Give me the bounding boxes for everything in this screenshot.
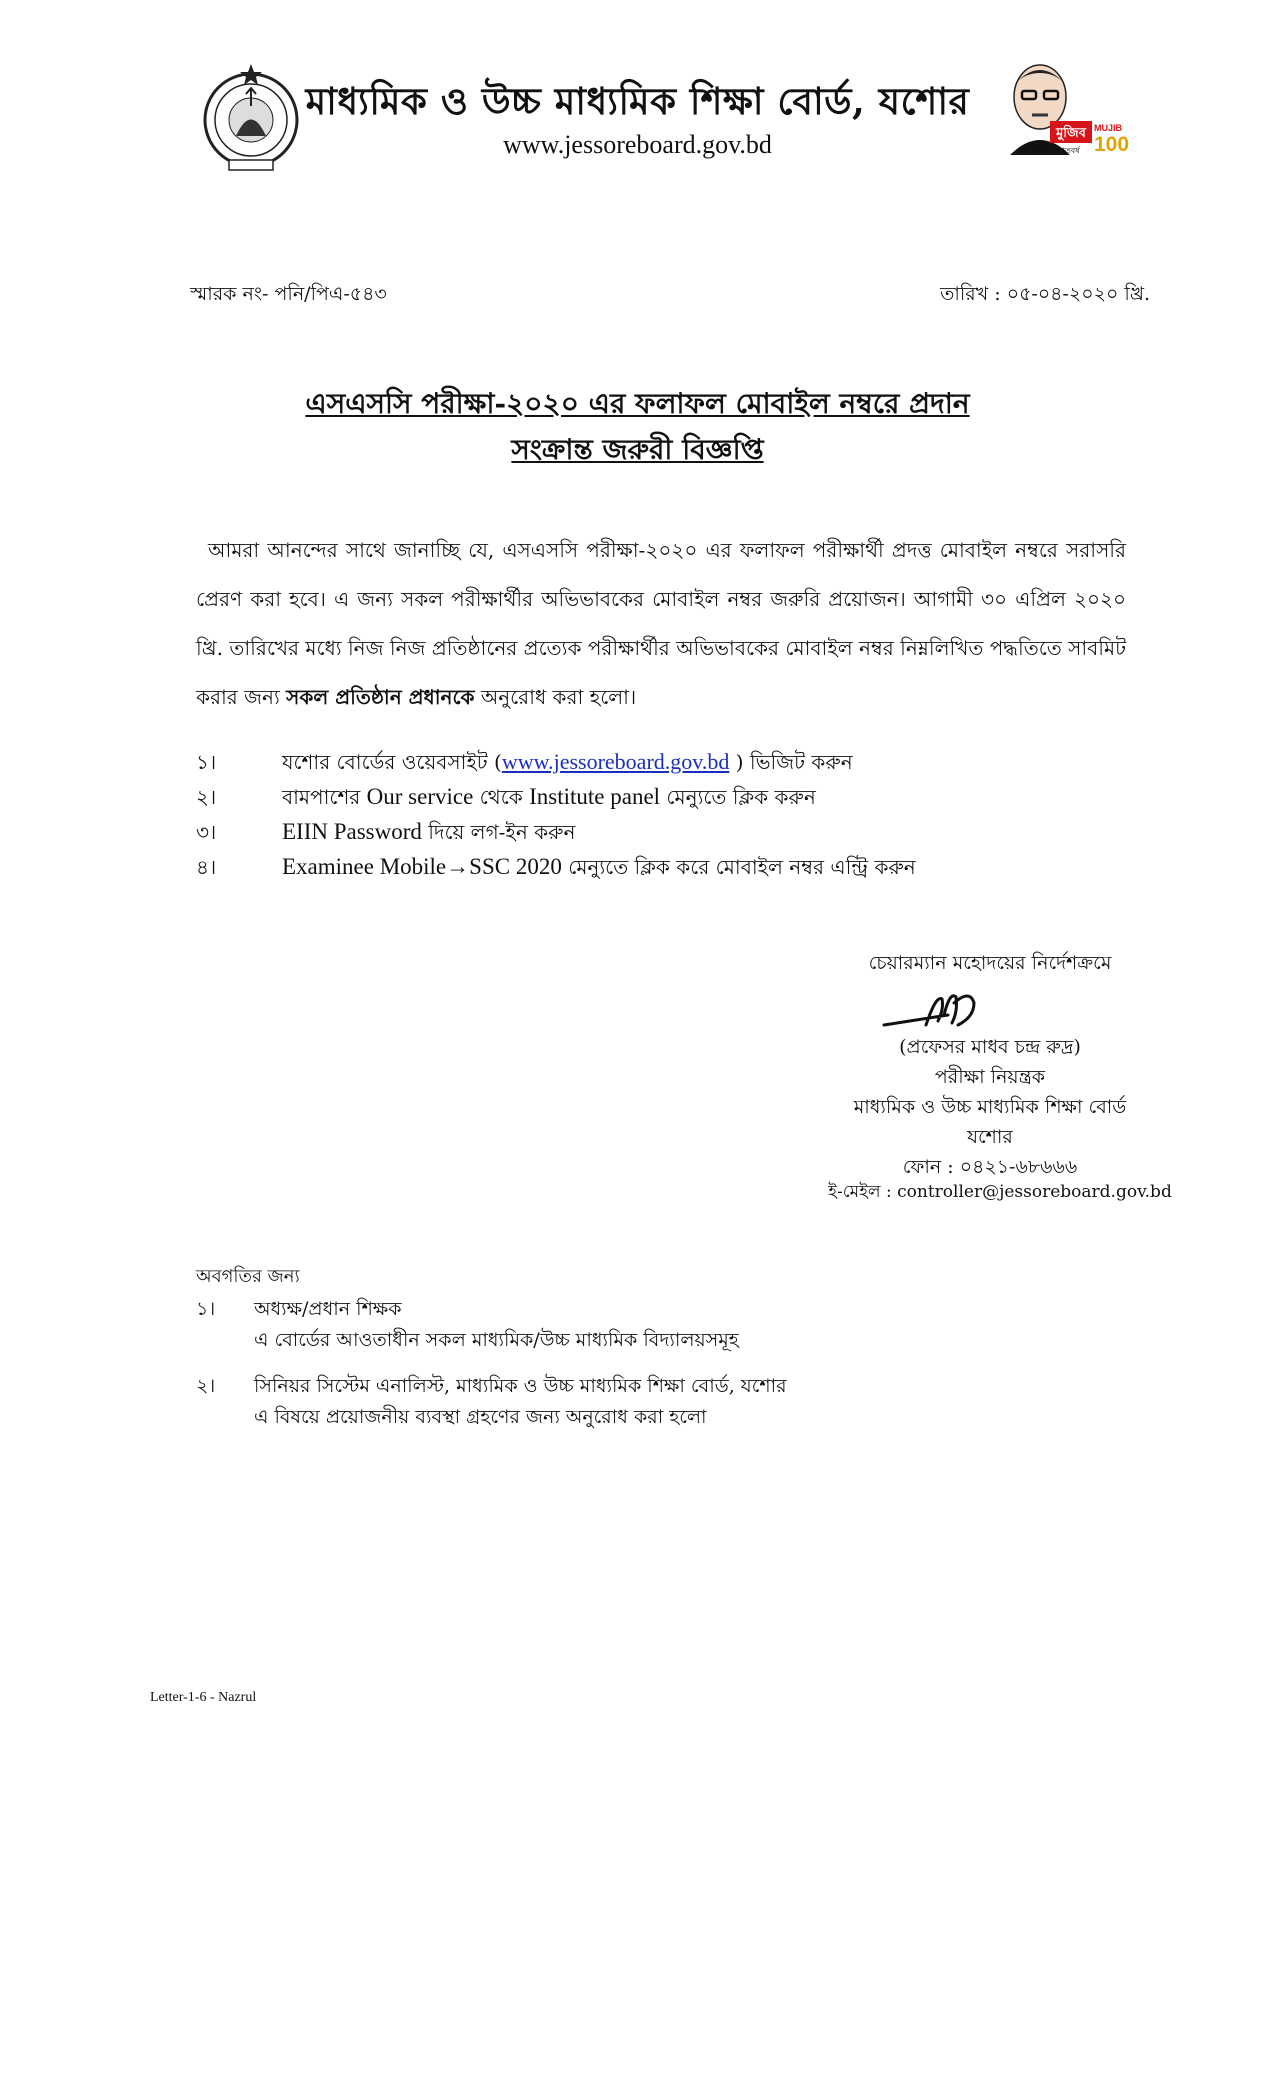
cc-heading: অবগতির জন্য	[196, 1266, 300, 1287]
svg-text:মুজিব: মুজিব	[1056, 126, 1086, 141]
svg-text:MUJIB: MUJIB	[1094, 123, 1123, 133]
step-text	[282, 783, 816, 816]
notice-title-line2: সংক্রান্ত জরুরী বিজ্ঞপ্তি	[511, 433, 764, 466]
step-number: ২।	[196, 785, 217, 809]
step-text-part: বামপাশের	[282, 785, 367, 809]
step-item	[196, 853, 1096, 888]
handwritten-signature-icon	[878, 985, 998, 1035]
step-text-part: মেন্যুতে ক্লিক করে মোবাইল নম্বর এন্ট্রি করুন	[561, 855, 916, 879]
step-text-part: Our service	[366, 784, 474, 809]
website-link[interactable]: www.jessoreboard.gov.bd	[501, 749, 730, 774]
signatory-phone: ফোন : ০৪২১-৬৮৬৬৬	[902, 1156, 1078, 1178]
signatory-office: মাধ্যমিক ও উচ্চ মাধ্যমিক শিক্ষা বোর্ড	[853, 1096, 1127, 1118]
cc-line1: সিনিয়র সিস্টেম এনালিস্ট, মাধ্যমিক ও উচ্চ মাধ্যমিক শিক্ষা বোর্ড, যশোর	[254, 1375, 787, 1397]
cc-item	[196, 1295, 1096, 1359]
svg-text:100: 100	[1094, 133, 1130, 156]
step-text-part: Examinee Mobile	[282, 854, 447, 879]
memo-date: তারিখ : ০৫-০৪-২০২০ খ্রি.	[940, 283, 1150, 305]
step-item	[196, 748, 1096, 783]
step-text	[282, 748, 853, 781]
paragraph-text-end: অনুরোধ করা হলো।	[480, 685, 637, 709]
svg-text:শতবর্ষ: শতবর্ষ	[1060, 146, 1080, 155]
step-text-part: থেকে	[473, 785, 530, 809]
step-text-part: ) ভিজিট করুন	[729, 750, 853, 774]
step-text-part: দিয়ে লগ-ইন করুন	[421, 820, 576, 844]
step-text-part: যশোর বোর্ডের ওয়েবসাইট (	[282, 750, 502, 774]
cc-line1: অধ্যক্ষ/প্রধান শিক্ষক	[254, 1298, 402, 1320]
step-text	[282, 818, 575, 851]
step-item	[196, 818, 1096, 853]
footer-reference: Letter-1-6 - Nazrul	[150, 1690, 257, 1705]
mujib-100-logo-icon	[990, 55, 1140, 157]
step-number: ৩।	[196, 820, 217, 844]
cc-line2: এ বিষয়ে প্রয়োজনীয় ব্যবস্থা গ্রহণের জন্য অনুরোধ করা হলো	[254, 1406, 707, 1428]
cc-item	[196, 1372, 1096, 1436]
paragraph-bold-text: সকল প্রতিষ্ঠান প্রধানকে	[286, 685, 475, 709]
by-order-text: চেয়ারম্যান মহোদয়ের নির্দেশক্রমে	[868, 952, 1112, 974]
step-text-part: EIIN Password	[282, 819, 422, 844]
notice-paragraph	[196, 526, 1126, 722]
step-item	[196, 783, 1096, 818]
signatory-email: ই-মেইল : controller@jessoreboard.gov.bd	[828, 1182, 1172, 1202]
signatory-designation: পরীক্ষা নিয়ন্ত্রক	[934, 1066, 1046, 1088]
cc-number: ২।	[196, 1375, 216, 1397]
notice-title-line1: এসএসসি পরীক্ষা-২০২০ এর ফলাফল মোবাইল নম্বরে প্রদান	[305, 387, 970, 420]
memo-number: স্মারক নং- পনি/পিএ-৫৪৩	[190, 283, 387, 305]
step-text-part: মেন্যুতে ক্লিক করুন	[660, 785, 816, 809]
step-number: ৪।	[196, 855, 217, 879]
arrow-right-icon: →	[446, 854, 470, 879]
paragraph-text: আমরা আনন্দের সাথে জানাচ্ছি যে, এসএসসি পরীক্ষা-২০২০ এর ফলাফল পরীক্ষার্থী প্রদত্ত মোবাইল নম্বরে সরাসরি প্রেরণ করা হবে। এ জন্য সকল পরীক্ষার্থীর অভিভাবকের মোবাইল নম্বর জরুরি প্রয়োজন। আগামী ৩০ এপ্রিল ২০২০ খ্রি. তারিখের মধ্যে নিজ নিজ প্রতিষ্ঠানের প্রত্যেক পরীক্ষার্থীর অভিভাবকের মোবাইল নম্বর নিম্নলিখিত পদ্ধতিতে সাবমিট করার জন্য	[196, 538, 1126, 709]
step-text-part: SSC 2020	[469, 854, 562, 879]
signatory-details	[780, 1032, 1200, 1182]
cc-number: ১।	[196, 1298, 216, 1320]
step-text-part: Institute panel	[529, 784, 661, 809]
cc-line2: এ বোর্ডের আওতাধীন সকল মাধ্যমিক/উচ্চ মাধ্যমিক বিদ্যালয়সমূহ	[254, 1329, 739, 1351]
instruction-steps	[196, 748, 1096, 888]
step-number: ১।	[196, 750, 217, 774]
board-name: মাধ্যমিক ও উচ্চ মাধ্যমিক শিক্ষা বোর্ড, যশোর	[305, 79, 970, 123]
step-text	[282, 853, 916, 886]
signatory-city: যশোর	[967, 1126, 1013, 1148]
signatory-name: (প্রফেসর মাধব চন্দ্র রুদ্র)	[899, 1036, 1081, 1058]
board-website: www.jessoreboard.gov.bd	[503, 130, 772, 159]
